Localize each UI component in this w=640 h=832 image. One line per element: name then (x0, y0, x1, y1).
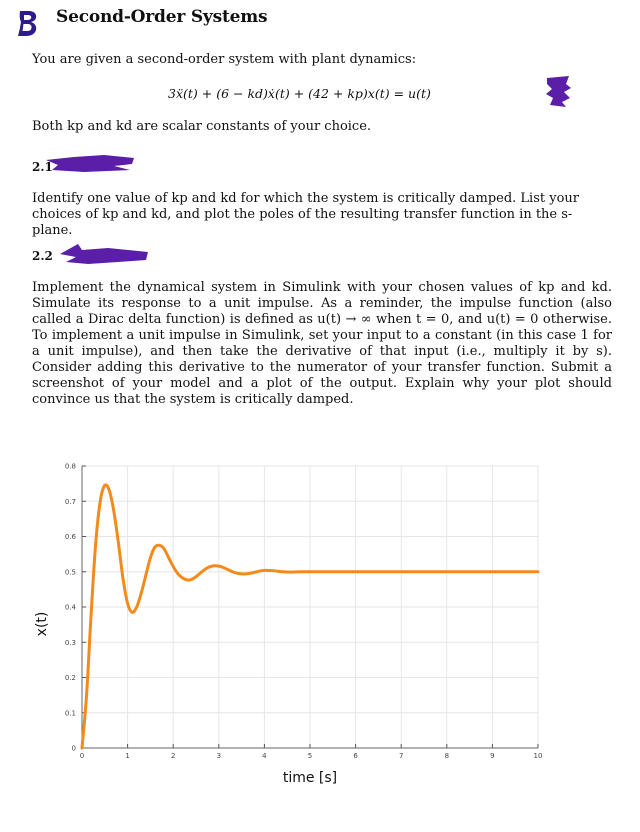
redaction-mark (58, 240, 150, 266)
y-tick-label: 0.3 (64, 638, 76, 647)
y-tick-label: 0.5 (64, 568, 76, 577)
x-tick-label: 9 (490, 752, 495, 760)
logo-icon (14, 9, 40, 37)
x-tick-label: 6 (353, 752, 358, 760)
x-tick-label: 3 (216, 752, 222, 760)
x-tick-label: 10 (533, 752, 543, 760)
y-tick-label: 0.2 (64, 674, 76, 682)
y-axis-label: x(t) (34, 611, 50, 637)
redaction-mark (544, 74, 572, 108)
x-tick-label: 2 (170, 752, 176, 760)
y-tick-label: 0 (71, 744, 76, 753)
y-tick-label: 0.4 (64, 603, 76, 612)
y-tick-label: 0.8 (64, 462, 76, 471)
x-tick-label: 1 (125, 752, 130, 760)
section-text: Implement the dynamical system in Simulink with your chosen values of kp and kd. Simulate its response to a unit impulse. As a reminder, the impulse function (also called a Dirac delta function) is defined as u(t) → ∞ when t = 0, and u(t) = 0 otherwise. To implement a unit impulse in Simulink, set your input to a constant (in this case 1 for a unit impulse), and then take the derivative of that input (i.e., multiply it by s). Consider adding this derivative to the numerator of your transfer function. Submit a screenshot of your model and a plot of the output. Explain why your plot should convince us that the system is critically damped. (32, 280, 612, 407)
x-tick-label: 7 (398, 752, 404, 760)
x-tick-label: 4 (262, 752, 267, 760)
y-tick-label: 0.1 (64, 709, 76, 718)
plant-equation: 3ẍ(t) + (6 − kd)ẋ(t) + (42 + kp)x(t) = u(t) (168, 86, 431, 101)
intro-text: You are given a second-order system with plant dynamics: (32, 52, 417, 67)
section-number: 2.1 (32, 160, 53, 174)
y-tick-label: 0.6 (64, 533, 76, 541)
page-title: Second-Order Systems (56, 7, 268, 27)
x-tick-label: 8 (444, 752, 450, 760)
x-tick-label: 5 (307, 752, 313, 760)
y-tick-label: 0.7 (64, 497, 76, 506)
x-axis-label: time [s] (282, 770, 338, 786)
section-number: 2.2 (32, 249, 53, 263)
x-tick-label: 0 (79, 752, 85, 760)
impulse-response-chart (0, 440, 640, 832)
section-text: Identify one value of kp and kd for which the system is critically damped. List your choices of kp and kd, and plot the poles of the resulting transfer function in the s-plane. (32, 191, 579, 238)
redaction-mark (44, 152, 136, 174)
constants-text: Both kp and kd are scalar constants of your choice. (32, 119, 372, 134)
